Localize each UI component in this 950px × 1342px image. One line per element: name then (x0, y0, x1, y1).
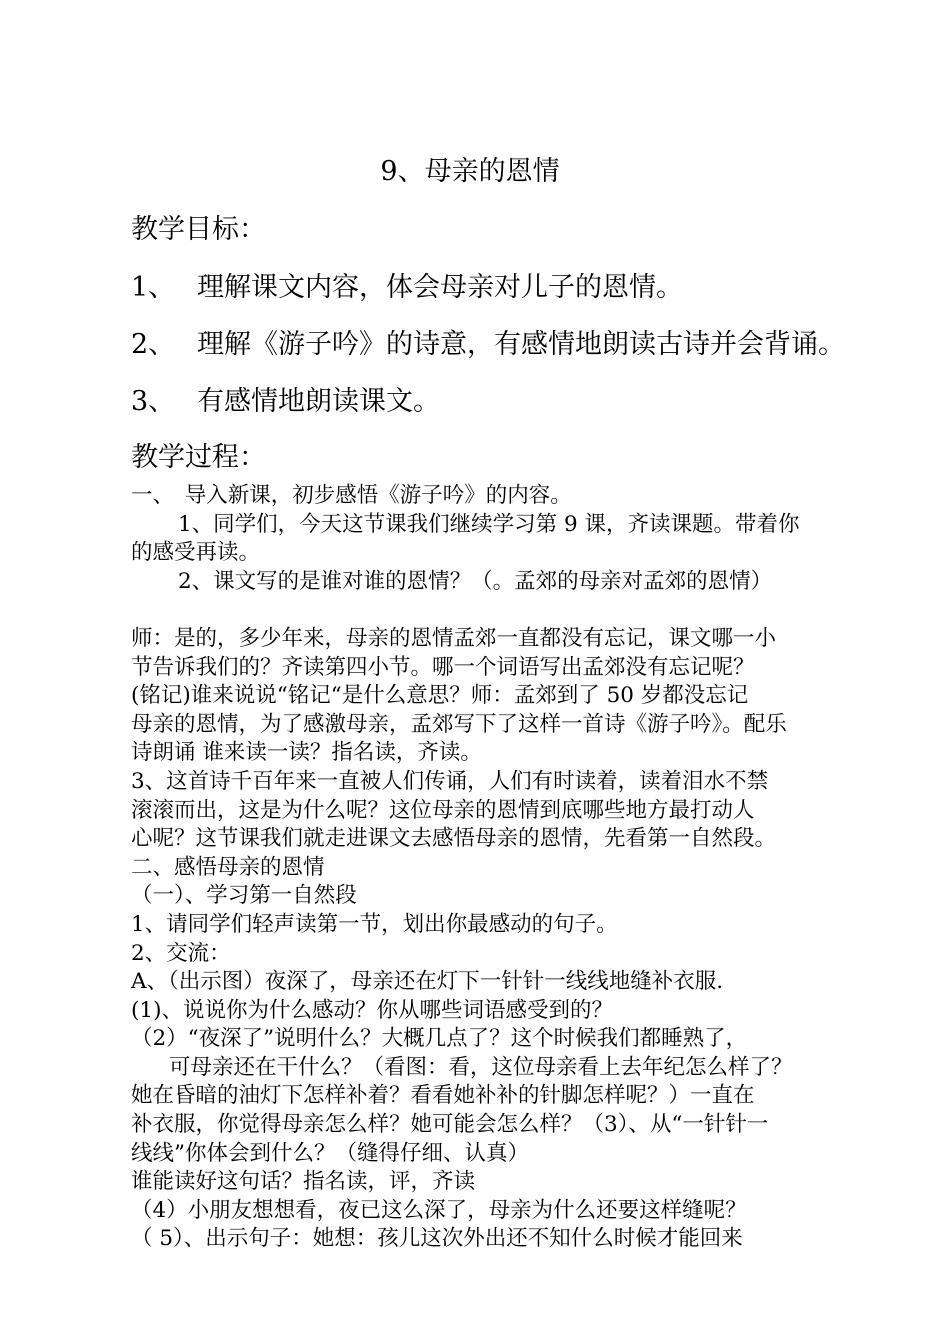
paragraph-line: 她在昏暗的油灯下怎样补着？看看她补补的针脚怎样呢？）一直在 (131, 1083, 755, 1109)
paragraph-line: 滚滚而出，这是为什么呢？这位母亲的恩情到底哪些地方最打动人 (131, 797, 755, 823)
paragraph-line: （4）小朋友想想看，夜已这么深了，母亲为什么还要这样缝呢？ (131, 1197, 747, 1223)
paragraph-line: 母亲的恩情，为了感激母亲，孟郊写下了这样一首诗《游子吟》。配乐 (131, 711, 787, 737)
goal-text: 有感情地朗读课文。 (197, 386, 440, 417)
paragraph-line: A、（出示图）夜深了，母亲还在灯下一针针一线线地缝补衣服. (131, 969, 724, 995)
lesson-body (131, 482, 876, 1254)
process-heading: 教学过程： (131, 442, 266, 473)
blank-line (131, 596, 876, 625)
paragraph-line: 可母亲还在干什么？（看图：看，这位母亲看上去年纪怎么样了？ (169, 1054, 793, 1080)
goal-item (131, 384, 440, 420)
paragraph-line: 谁能读好这句话？指名读，评，齐读 (131, 1169, 476, 1195)
paragraph-line: 诗朗诵 谁来读一读？指名读，齐读。 (131, 740, 482, 766)
subsection-heading: （一）、学习第一自然段 (131, 883, 357, 909)
paragraph-line: 线线”你体会到什么？（缝得仔细、认真） (131, 1140, 529, 1166)
section-heading: 二、感悟母亲的恩情 (131, 854, 325, 880)
paragraph-line: （ 5）、出示句子：她想：孩儿这次外出还不知什么时候才能回来 (131, 1226, 743, 1252)
paragraph-line: 心呢？这节课我们就走进课文去感悟母亲的恩情，先看第一自然段。 (131, 826, 777, 852)
goal-text: 理解课文内容，体会母亲对儿子的恩情。 (197, 272, 683, 303)
section-heading: 一、 导入新课，初步感悟《游子吟》的内容。 (131, 483, 572, 508)
goal-item (131, 270, 683, 306)
goal-number: 2、 (131, 329, 176, 360)
paragraph-line: 的感受再读。 (131, 540, 261, 566)
goal-number: 3、 (131, 386, 176, 417)
paragraph-line: 节告诉我们的？齐读第四小节。哪一个词语写出孟郊没有忘记呢？ (131, 654, 755, 680)
goal-item (131, 327, 845, 363)
paragraph-line: (铭记)谁来说说“铭记“是什么意思？师：孟郊到了 50 岁都没忘记 (131, 683, 749, 709)
goal-text: 理解《游子吟》的诗意，有感情地朗读古诗并会背诵。 (197, 329, 845, 360)
paragraph-line: 2、交流： (131, 940, 231, 966)
lesson-title: 9、母亲的恩情 (380, 156, 560, 187)
paragraph-line: 补衣服，你觉得母亲怎么样？她可能会怎么样？（3）、从“一针针一 (131, 1112, 769, 1138)
paragraph-line: 1、请同学们轻声读第一节，划出你最感动的句子。 (131, 911, 618, 937)
goals-heading: 教学目标： (131, 214, 266, 245)
paragraph-line: 2、课文写的是谁对谁的恩情？（。孟郊的母亲对孟郊的恩情） (178, 568, 773, 594)
goal-number: 1、 (131, 272, 176, 303)
paragraph-line: 1、同学们，今天这节课我们继续学习第 9 课，齐读课题。带着你 (178, 511, 800, 537)
paragraph-line: (1)、说说你为什么感动？你从哪些词语感受到的？ (131, 997, 613, 1023)
paragraph-line: 3、这首诗千百年来一直被人们传诵，人们有时读着，读着泪水不禁 (131, 768, 769, 794)
paragraph-line: 师：是的，多少年来，母亲的恩情孟郊一直都没有忘记，课文哪一小 (131, 625, 777, 651)
paragraph-line: （2）“夜深了”说明什么？大概几点了？这个时候我们都睡熟了， (131, 1026, 748, 1052)
